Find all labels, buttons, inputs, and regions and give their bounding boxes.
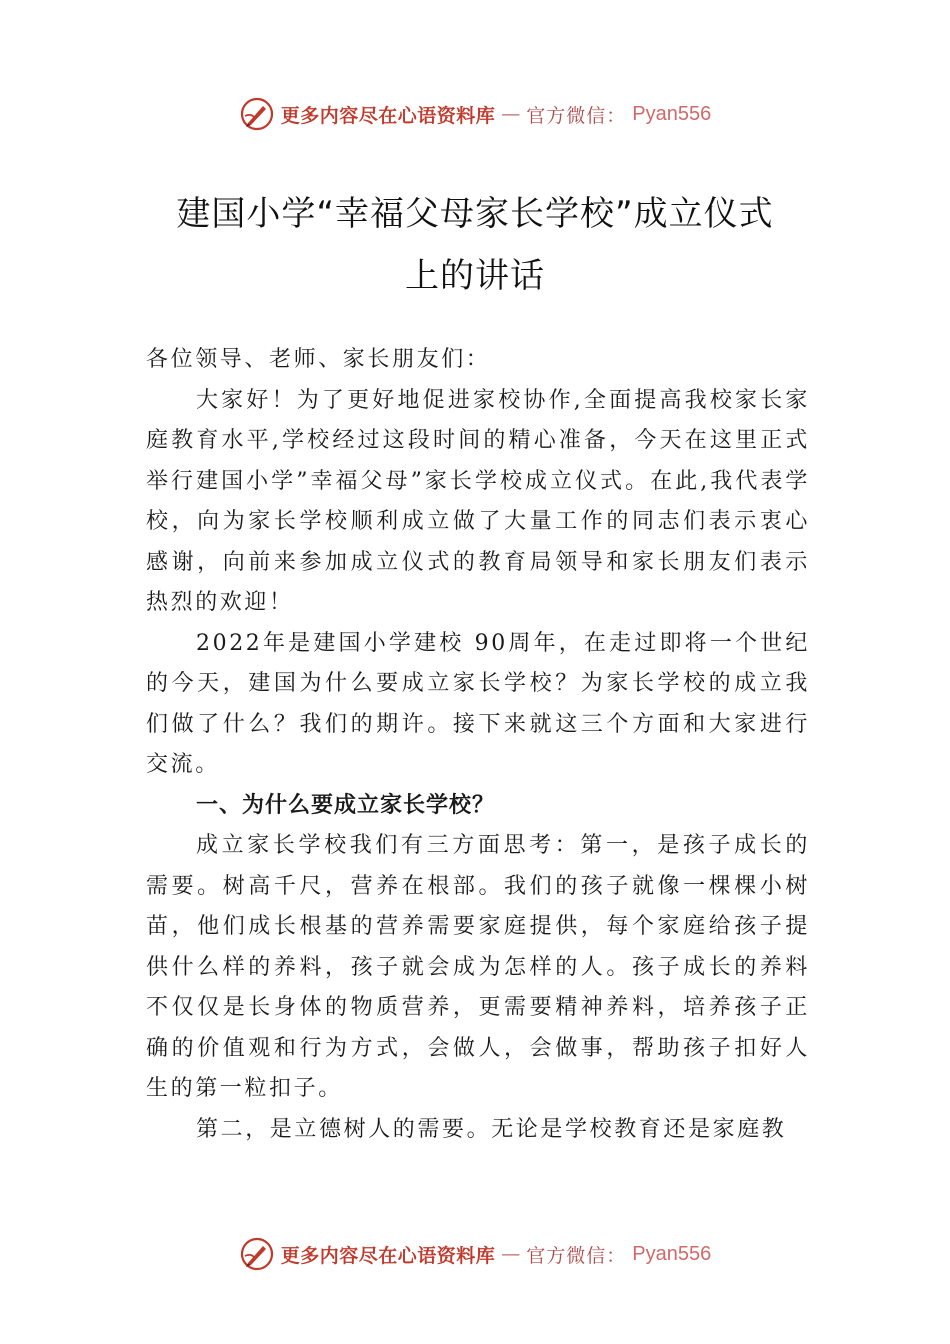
document-body — [146, 340, 810, 1150]
footer-watermark-banner — [0, 1234, 950, 1274]
banner-text: 更多内容尽在心语资料库 — [280, 1244, 496, 1267]
document-title-line-1: 建国小学“幸福父母家长学校”成立仪式 — [176, 194, 774, 234]
pen-logo-icon — [239, 1236, 275, 1272]
header-watermark-banner — [0, 94, 950, 134]
greeting: 各位领导、老师、家长朋友们： — [146, 347, 491, 372]
pen-logo-icon — [239, 96, 275, 132]
banner-wechat-id: Pyan556 — [632, 1242, 712, 1265]
paragraph-2: 2022年是建国小学建校 90周年，在走过即将一个世纪的今天，建国为什么要成立家长学校？为家长学校的成立我们做了什么？我们的期许。接下来就这三个方面和大家进行交流。 — [146, 630, 810, 777]
paragraph-4: 第二，是立德树人的需要。无论是学校教育还是家庭教 — [196, 1116, 787, 1142]
banner-separator: — — [501, 1243, 521, 1265]
section-heading-1: 一、为什么要成立家长学校？ — [196, 792, 496, 818]
document-title-line-2: 上的讲话 — [405, 256, 545, 296]
banner-wechat-label: 官方微信： — [526, 1244, 627, 1267]
banner-separator: — — [501, 103, 521, 125]
paragraph-1: 大家好！为了更好地促进家校协作,全面提高我校家长家庭教育水平,学校经过这段时间的精心准备，今天在这里正式举行建国小学”幸福父母”家长学校成立仪式。在此,我代表学校，向为家长学校顺利成立做了大量工作的同志们表示衷心感谢，向前来参加成立仪式的教育局领导和家长朋友们表示热烈的欢迎！ — [146, 387, 810, 615]
paragraph-3: 成立家长学校我们有三方面思考：第一，是孩子成长的需要。树高千尺，营养在根部。我们的孩子就像一棵棵小树苗，他们成长根基的营养需要家庭提供，每个家庭给孩子提供什么样的养料，孩子就会成为怎样的人。孩子成长的养料不仅仅是长身体的物质营养，更需要精神养料，培养孩子正确的价值观和行为方式，会做人，会做事，帮助孩子扣好人生的第一粒扣子。 — [146, 833, 810, 1101]
banner-wechat-label: 官方微信： — [526, 104, 627, 127]
banner-text: 更多内容尽在心语资料库 — [280, 104, 496, 127]
banner-wechat-id: Pyan556 — [632, 102, 712, 125]
